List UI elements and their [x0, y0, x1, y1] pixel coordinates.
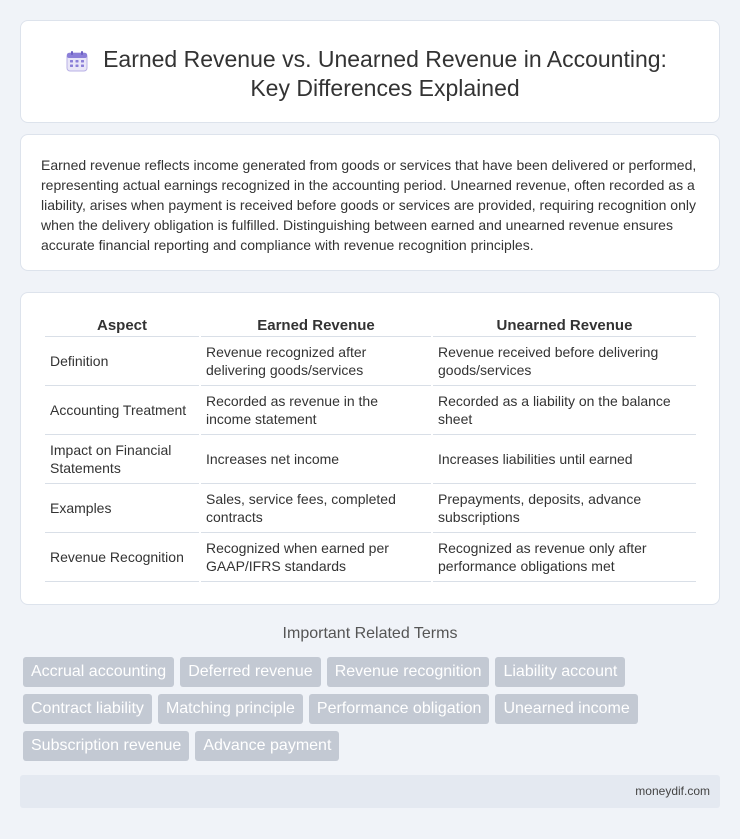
intro-card [20, 134, 720, 271]
related-terms-list [23, 657, 723, 761]
cell-unearned: Revenue received before delivering goods/services [433, 337, 696, 386]
comparison-table [43, 315, 698, 582]
tag-advance-payment[interactable]: Advance payment [195, 731, 339, 761]
table-row [45, 337, 696, 386]
table-row [45, 435, 696, 484]
cell-earned: Sales, service fees, completed contracts [201, 484, 431, 533]
cell-aspect: Impact on Financial Statements [45, 435, 199, 484]
table-row [45, 533, 696, 582]
cell-earned: Increases net income [201, 435, 431, 484]
tag-subscription-revenue[interactable]: Subscription revenue [23, 731, 189, 761]
intro-paragraph: Earned revenue reflects income generated from goods or services that have been delivered or performed, representing actual earnings recognized in the accounting period. Unearned revenue, often recorded as a liability, arises when payment is received before goods or services are provided, requiring recognition only when the delivery obligation is fulfilled. Distinguishing between earned and unearned revenue ensures accurate financial reporting and compliance with revenue recognition principles. [41, 157, 697, 253]
title-card [20, 20, 720, 123]
cell-aspect: Examples [45, 484, 199, 533]
footer-site[interactable]: moneydif.com [635, 784, 710, 798]
tag-contract-liability[interactable]: Contract liability [23, 694, 152, 724]
footer [20, 775, 720, 808]
cell-earned: Recognized when earned per GAAP/IFRS standards [201, 533, 431, 582]
related-terms-heading: Important Related Terms [282, 625, 458, 642]
table-header-row [45, 315, 696, 337]
comparison-card [20, 292, 720, 605]
cell-unearned: Increases liabilities until earned [433, 435, 696, 484]
cell-earned: Recorded as revenue in the income statement [201, 386, 431, 435]
tag-revenue-recognition[interactable]: Revenue recognition [327, 657, 490, 687]
tag-accrual-accounting[interactable]: Accrual accounting [23, 657, 174, 687]
table-row [45, 484, 696, 533]
header-unearned: Unearned Revenue [433, 315, 696, 337]
tag-liability-account[interactable]: Liability account [495, 657, 625, 687]
header-earned: Earned Revenue [201, 315, 431, 337]
page-title: Earned Revenue vs. Unearned Revenue in Accounting: Key Differences Explained [103, 46, 667, 101]
cell-unearned: Recorded as a liability on the balance sheet [433, 386, 696, 435]
tag-unearned-income[interactable]: Unearned income [495, 694, 637, 724]
tag-deferred-revenue[interactable]: Deferred revenue [180, 657, 321, 687]
tag-performance-obligation[interactable]: Performance obligation [309, 694, 490, 724]
cell-aspect: Accounting Treatment [45, 386, 199, 435]
table-row [45, 386, 696, 435]
cell-aspect: Definition [45, 337, 199, 386]
cell-earned: Revenue recognized after delivering goods/services [201, 337, 431, 386]
tag-matching-principle[interactable]: Matching principle [158, 694, 303, 724]
cell-unearned: Prepayments, deposits, advance subscriptions [433, 484, 696, 533]
header-aspect: Aspect [45, 315, 199, 337]
cell-unearned: Recognized as revenue only after performance obligations met [433, 533, 696, 582]
cell-aspect: Revenue Recognition [45, 533, 199, 582]
